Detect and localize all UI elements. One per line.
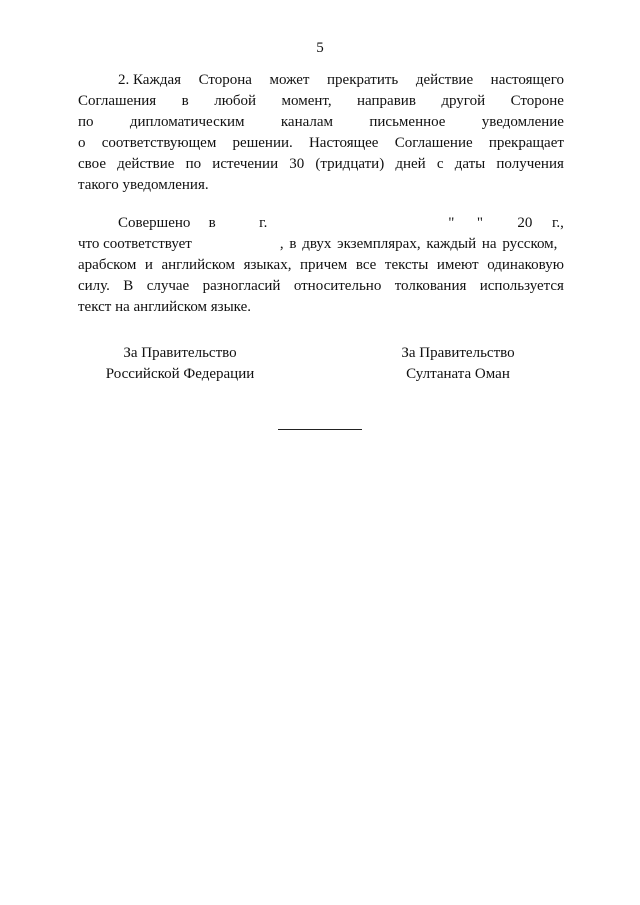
signature-oman <box>358 343 558 385</box>
page-number: 5 <box>316 40 324 56</box>
word: с <box>436 156 444 172</box>
word: письменное <box>369 114 446 130</box>
done-year-suffix: г., <box>551 215 564 231</box>
signature-russia-line-1: За Правительство <box>123 345 237 361</box>
word: настоящего <box>490 72 564 88</box>
word: даты <box>454 156 486 172</box>
word: дней <box>395 156 426 172</box>
done-line-4 <box>78 276 564 297</box>
word: момент, <box>281 93 332 109</box>
word: (тридцати) <box>315 156 385 172</box>
word: тексты <box>384 257 429 273</box>
clause-2-line-5 <box>78 154 564 175</box>
word: соответствующем <box>101 135 217 151</box>
done-word: г. <box>259 215 268 231</box>
word: решении. <box>232 135 293 151</box>
done-word: в <box>208 215 216 231</box>
word: направив <box>357 93 416 109</box>
done-blank <box>424 213 444 234</box>
word: используется <box>479 278 564 294</box>
word: причем <box>300 257 348 273</box>
done-quote-close: " <box>476 215 483 231</box>
clause-2-line-4 <box>78 133 564 154</box>
word: В <box>123 278 134 294</box>
done-quote-open: " <box>448 215 455 231</box>
word: свое <box>78 156 106 172</box>
done-year: 20 <box>517 215 533 231</box>
word: одинаковую <box>487 257 564 273</box>
word: Сторона <box>198 72 252 88</box>
word: другой <box>441 93 486 109</box>
done-line-5 <box>78 297 564 318</box>
signature-oman-line-2: Султаната Оман <box>406 366 510 382</box>
word: Соглашения <box>78 93 157 109</box>
clause-2-line-6-text: такого уведомления. <box>78 177 209 193</box>
word: любой <box>214 93 257 109</box>
clause-2-line-2 <box>78 91 564 112</box>
signature-russia-line-2: Российской Федерации <box>105 366 255 382</box>
done-line-5-text: текст на английском языке. <box>78 299 252 315</box>
done-word: что соответствует <box>78 236 192 252</box>
word: английском <box>161 257 236 273</box>
clause-2-line-6 <box>78 175 564 196</box>
word: прекратить <box>327 72 399 88</box>
done-blank <box>192 234 280 255</box>
done-line-2 <box>78 234 564 255</box>
word: силу. <box>78 278 110 294</box>
word: уведомление <box>481 114 564 130</box>
word: арабском <box>78 257 137 273</box>
clause-2-line-3 <box>78 112 564 133</box>
word: все <box>355 257 377 273</box>
end-rule <box>278 429 362 430</box>
word: каналам <box>280 114 334 130</box>
word: разногласий <box>202 278 281 294</box>
signature-russia <box>80 343 280 385</box>
word: истечении <box>212 156 279 172</box>
word: языках, <box>243 257 292 273</box>
word: толкования <box>394 278 467 294</box>
word: Настоящее <box>308 135 379 151</box>
word: прекращает <box>488 135 564 151</box>
word: и <box>144 257 153 273</box>
done-line-1 <box>118 213 564 234</box>
word: Стороне <box>510 93 564 109</box>
done-word: , в двух экземплярах, каждый на русском, <box>279 236 558 252</box>
word: получения <box>496 156 564 172</box>
word: относительно <box>293 278 382 294</box>
word: дипломатическим <box>129 114 245 130</box>
word: может <box>269 72 310 88</box>
word: действие <box>117 156 175 172</box>
word: Соглашение <box>394 135 473 151</box>
done-word: Совершено <box>118 215 191 231</box>
word: 30 <box>289 156 305 172</box>
word: 2. Каждая <box>118 72 182 88</box>
signature-oman-line-1: За Правительство <box>401 345 515 361</box>
word: о <box>78 135 86 151</box>
word: действие <box>415 72 474 88</box>
word: по <box>78 114 94 130</box>
word: в <box>181 93 189 109</box>
word: случае <box>146 278 190 294</box>
word: по <box>185 156 202 172</box>
done-line-3 <box>78 255 564 276</box>
word: имеют <box>436 257 479 273</box>
clause-2-line-1 <box>118 70 564 91</box>
